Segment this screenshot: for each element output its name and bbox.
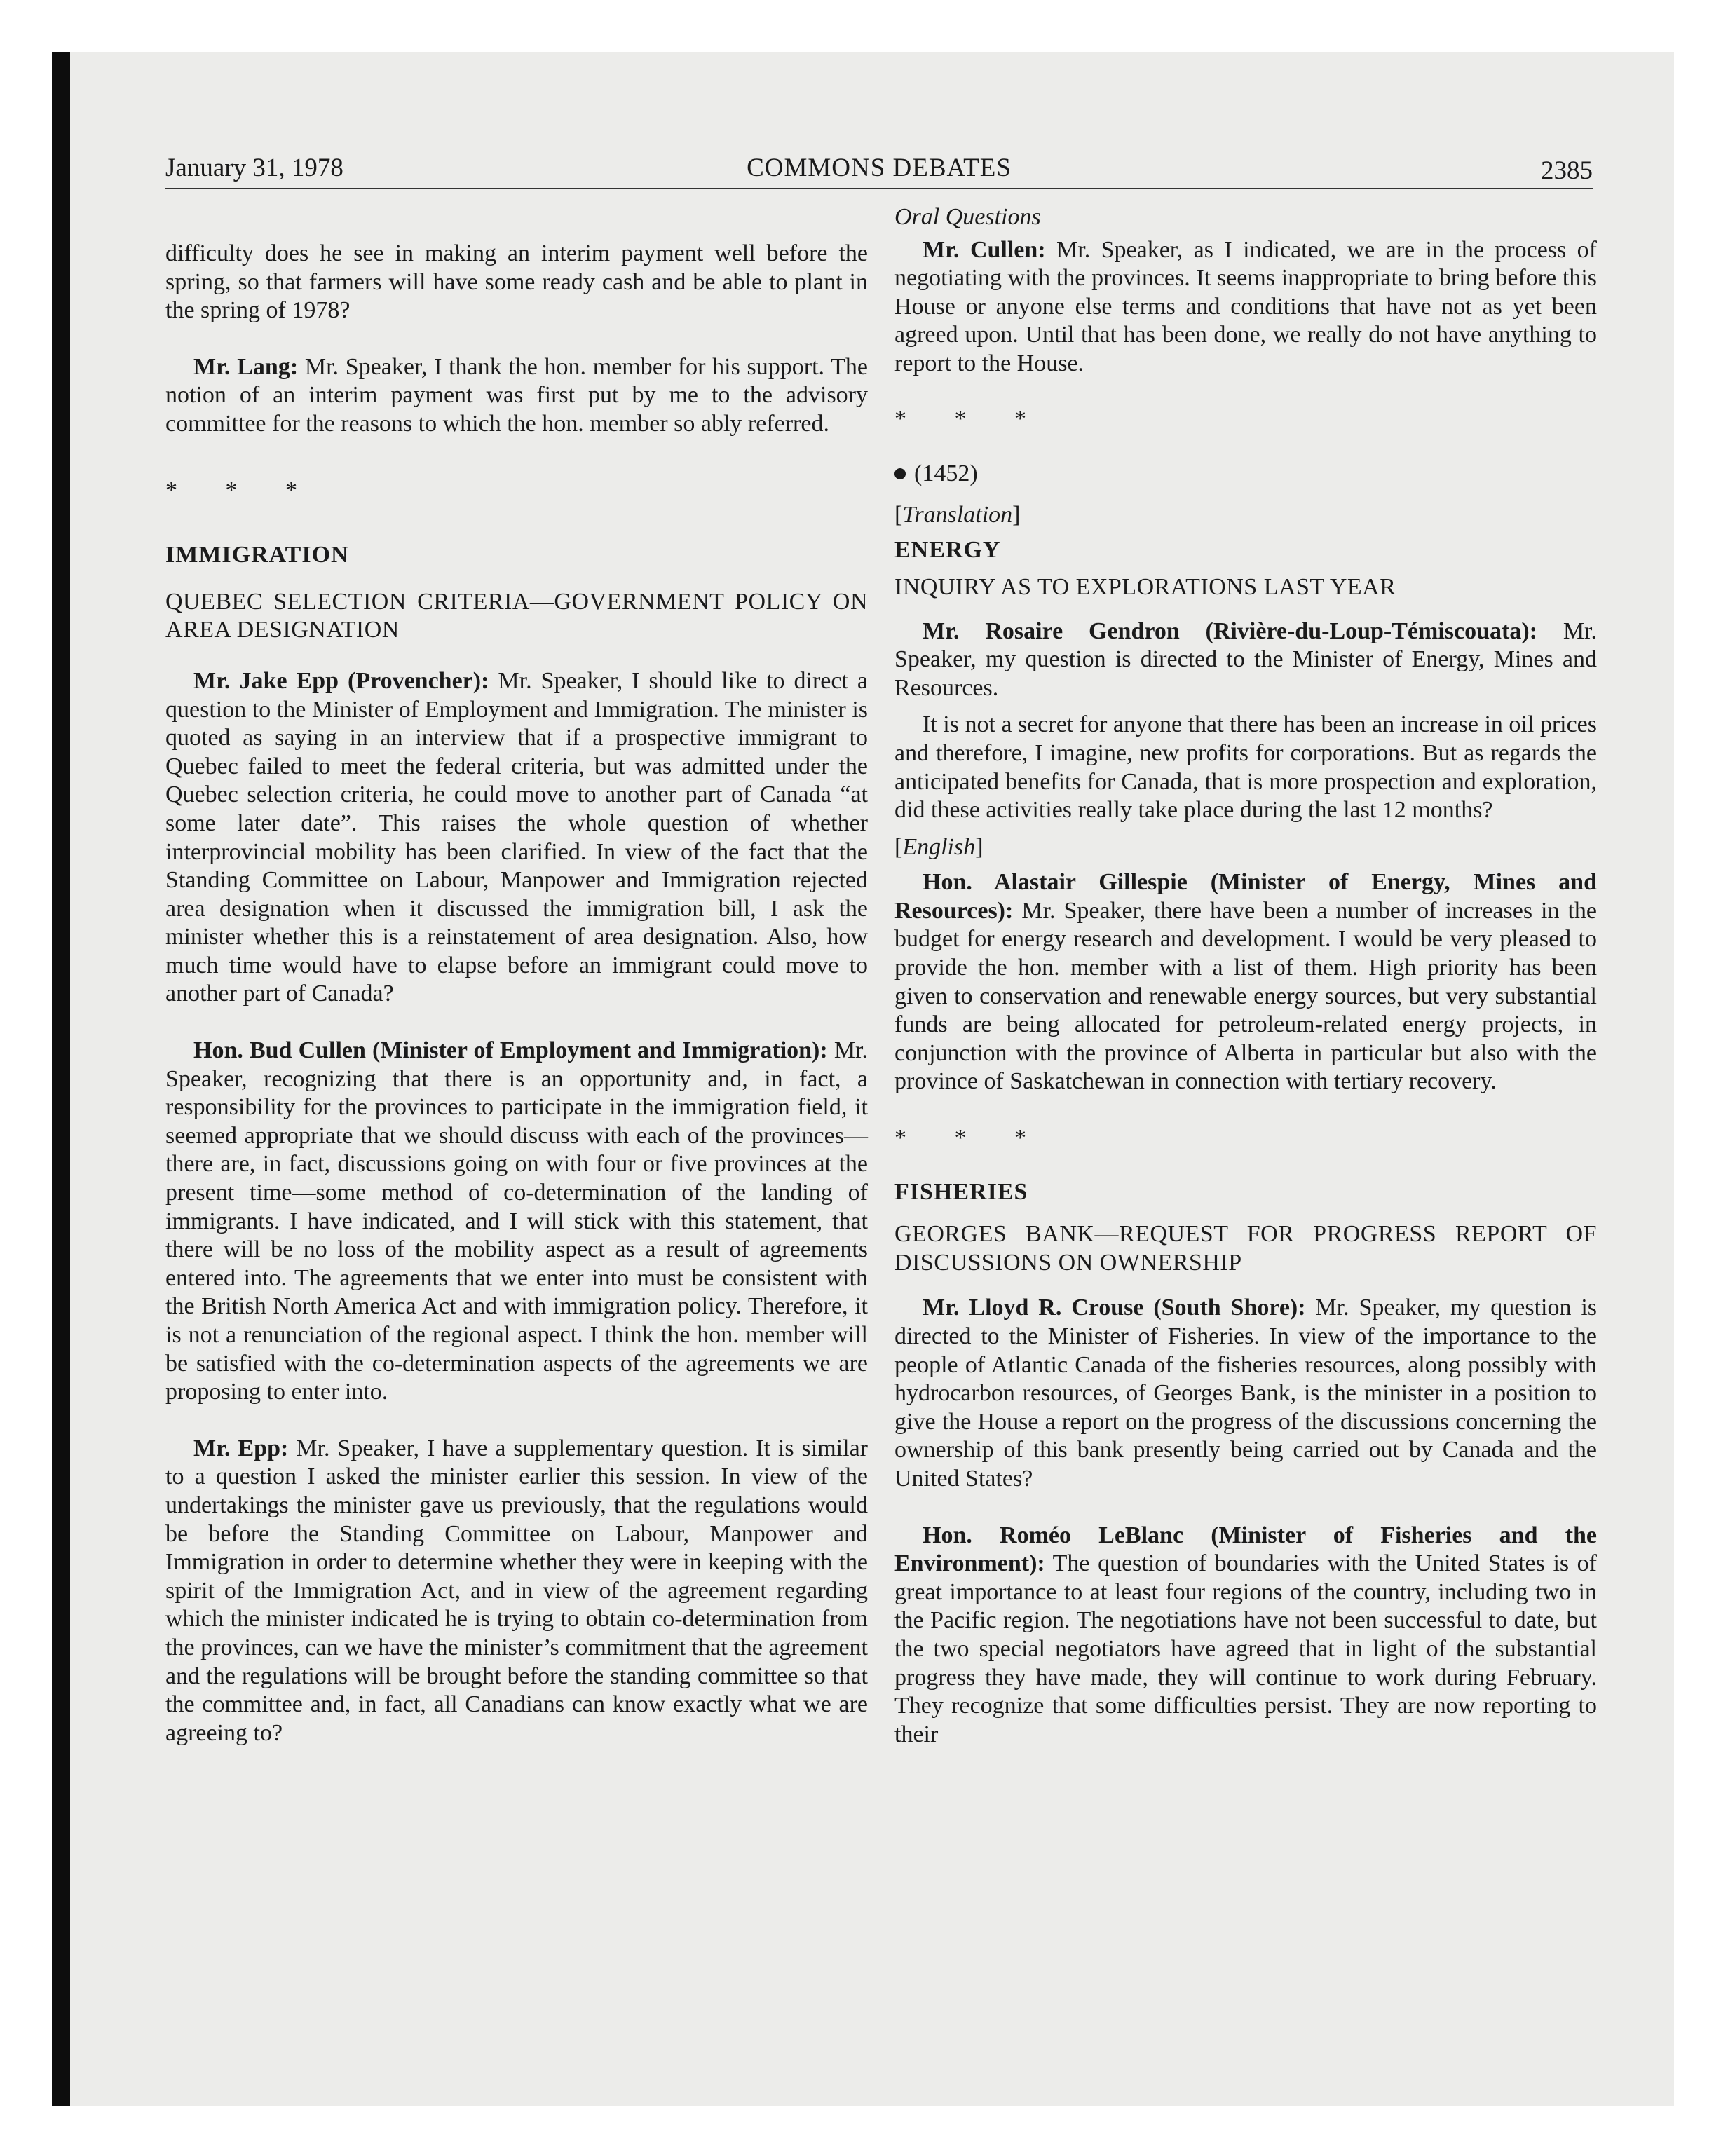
speech-text: The question of boundaries with the United States is of great importance to at least four regions of the country, including two in the Pacific region. The negotiations have not been successful to date, but the two special negotiators have agreed that in light of the substantial progress they have made, they will continue to work during February. They recognize that some difficulties persist. They are now reporting to their: [894, 1550, 1597, 1747]
language-marker: [Translation]: [894, 501, 1021, 528]
speaker-name: Mr. Lang:: [193, 353, 299, 380]
paragraph: [894, 1522, 1597, 1749]
section-divider: * * *: [165, 477, 318, 503]
timestamp-text: (1452): [914, 460, 978, 487]
paragraph: [165, 1435, 868, 1748]
speech-text: Mr. Speaker, as I indicated, we are in the process of negotiating with the provinces. It seems inappropriate to bring before this House or anyone else terms and conditions that have not as yet been agreed upon. Until that has been done, we really do not have anything to report to the House.: [894, 236, 1597, 376]
bullet-icon: [894, 468, 906, 479]
section-subheading: INQUIRY AS TO EXPLORATIONS LAST YEAR: [894, 573, 1396, 600]
section-title: IMMIGRATION: [165, 542, 349, 568]
language-marker: [English]: [894, 833, 984, 860]
speaker-name: Hon. Bud Cullen (Minister of Employment and Immigration):: [193, 1037, 828, 1064]
speaker-name: Hon. Roméo LeBlanc (Minister of Fisheries and the Environment):: [894, 1522, 1597, 1577]
page-header: [165, 149, 1593, 189]
speaker-name: Mr. Lloyd R. Crouse (South Shore):: [923, 1295, 1306, 1321]
speaker-name: Hon. Alastair Gillespie (Minister of Energy, Mines and Resources):: [894, 869, 1597, 924]
language-label: Translation: [902, 501, 1013, 528]
language-label: English: [902, 833, 976, 860]
speech-text: Mr. Speaker, I should like to direct a question to the Minister of Employment and Immigration. The minister is quoted as saying in an interview that if a prospective immigrant to Quebec failed to meet the federal criteria, but was admitted under the Quebec selection criteria, he could move to another part of Canada “at some later date”. This raises the whole question of whether interprovincial mobility has been clarified. In view of the fact that the Standing Committee on Labour, Manpower and Immigration rejected area designation when it discussed the immigration bill, I ask the minister whether this is a reinstatement of area designation. Also, how much time would have to elapse before an immigrant could move to another part of Canada?: [165, 667, 868, 1007]
speech-text: Mr. Speaker, I thank the hon. member for his support. The notion of an interim payment was first put by me to the advisory committee for the reasons to which the hon. member so ably referred.: [165, 353, 868, 437]
speech-text: Mr. Speaker, my question is directed to the Minister of Energy, Mines and Resources.: [894, 618, 1597, 701]
section-divider: * * *: [894, 405, 1047, 432]
running-head: Oral Questions: [894, 204, 1041, 230]
paragraph: [894, 1294, 1597, 1493]
paragraph: [165, 667, 868, 1009]
left-column: [165, 203, 868, 1747]
speaker-name: Mr. Cullen:: [923, 236, 1046, 263]
paragraph: difficulty does he see in making an interim payment well before the spring, so that farmers will have some ready cash and be able to plant in the spring of 1978?: [165, 240, 868, 324]
paragraph: [894, 868, 1597, 1096]
section-subheading: GEORGES BANK—REQUEST FOR PROGRESS REPORT OF DISCUSSIONS ON OWNERSHIP: [894, 1221, 1597, 1276]
speech-text: Mr. Speaker, there have been a number of increases in the budget for energy research and development. I would be very pleased to provide the hon. member with a list of them. High priority has been given to conservation and renewable energy sources, but very substantial funds are being allocated for petroleum-related energy projects, in conjunction with the province of Alberta in particular but also with the province of Saskatchewan in connection with tertiary recovery.: [894, 897, 1597, 1095]
section-title: ENERGY: [894, 537, 1001, 564]
speaker-name: Mr. Epp:: [193, 1435, 289, 1461]
speech-text: Mr. Speaker, my question is directed to the Minister of Fisheries. In view of the importance to the people of Atlantic Canada of the fisheries resources, along possibly with hydrocarbon resources, of Georges Bank, is the minister in a position to give the House a report on the progress of the discussions concerning the ownership of this bank presently being carried out by Canada and the United States?: [894, 1295, 1597, 1492]
page-number: 2385: [1541, 156, 1593, 185]
paragraph: It is not a secret for anyone that there has been an increase in oil prices and therefore, I imagine, new profits for corporations. But as regards the anticipated benefits for Canada, that is more prospection and exploration, did these activities really take place during the last 12 months?: [894, 711, 1597, 824]
header-date: January 31, 1978: [165, 153, 343, 182]
section-title: FISHERIES: [894, 1178, 1028, 1205]
speaker-name: Mr. Jake Epp (Provencher):: [193, 667, 489, 694]
section-divider: * * *: [894, 1125, 1047, 1152]
header-title: COMMONS DEBATES: [747, 153, 1012, 182]
paragraph: [894, 236, 1597, 378]
right-column: [894, 203, 1597, 1749]
binding-edge: [52, 52, 70, 2106]
speaker-name: Mr. Rosaire Gendron (Rivière-du-Loup-Témiscouata):: [923, 618, 1537, 644]
section-subheading: QUEBEC SELECTION CRITERIA—GOVERNMENT POLICY ON AREA DESIGNATION: [165, 588, 868, 643]
paragraph: [165, 353, 868, 439]
speech-text: Mr. Speaker, recognizing that there is an opportunity and, in fact, a responsibility for the provinces to participate in the immigration field, it seemed appropriate that we should discuss with each of the provinces—there are, in fact, discussions going on with four or five provinces at the present time—some method of co-determination of the landing of immigrants. I have indicated, and I will stick with this statement, that there will be no loss of the mobility aspect as a result of agreements entered into. The agreements that we enter into must be consistent with the British North America Act and with immigration policy. Therefore, it is not a renunciation of the regional aspect. I think the hon. member will be satisfied with the co-determination aspects of the agreements we are proposing to enter into.: [165, 1037, 868, 1405]
paragraph: [894, 618, 1597, 703]
paragraph: [165, 1037, 868, 1407]
speech-text: Mr. Speaker, I have a supplementary question. It is similar to a question I asked the minister earlier this session. In view of the undertakings the minister gave us previously, that the regulations would be before the Standing Committee on Labour, Manpower and Immigration in order to determine whether they were in keeping with the spirit of the Immigration Act, and in view of the agreement regarding which the minister indicated he is trying to obtain co-determination from the provinces, can we have the minister’s commitment that the agreement and the regulations will be brought before the standing committee so that the committee and, in fact, all Canadians can know exactly what we are agreeing to?: [165, 1435, 868, 1746]
timestamp: [894, 460, 1597, 489]
